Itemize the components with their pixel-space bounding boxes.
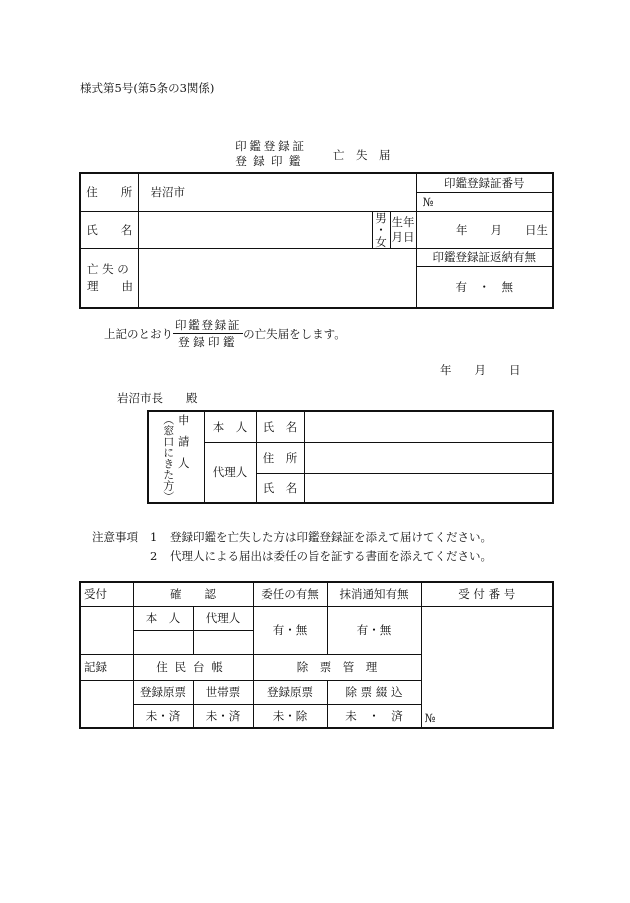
sex-male: 男 (375, 210, 387, 225)
self-name-field[interactable] (304, 411, 553, 442)
status-reg-original-2[interactable]: 未・除 (253, 704, 327, 728)
status-reg-original[interactable]: 未・済 (133, 704, 193, 728)
addressee: 岩沼市長 殿 (117, 391, 198, 405)
no-label: № (422, 194, 434, 209)
name-field[interactable] (138, 211, 372, 248)
sex-separator: ・ (375, 222, 387, 237)
status-removal-binding[interactable]: 未 ・ 済 (327, 704, 421, 728)
title-line-2: 登録印鑑 (235, 154, 307, 168)
birth-label (390, 211, 416, 248)
card-number-label: 印鑑登録証番号 (416, 173, 553, 192)
reg-original-label: 登録原票 (133, 680, 193, 704)
date-line[interactable]: 年 月 日 (440, 363, 521, 377)
agent-address-label: 住 所 (256, 442, 304, 473)
reason-label-top: 亡 失 の (87, 261, 129, 276)
receipt-no-label: № (424, 711, 436, 725)
self-name-label: 氏 名 (256, 411, 304, 442)
notes-heading: 注意事項 (92, 530, 138, 544)
resident-ledger-label: 住民台帳 (133, 654, 253, 680)
confirm-agent-label: 代理人 (193, 606, 253, 630)
reg-original-2-label: 登録原票 (253, 680, 327, 704)
statement-suffix: の亡失届をします。 (243, 326, 346, 341)
name-label: 氏 名 (80, 211, 138, 248)
sex-field[interactable] (372, 211, 390, 248)
confirm-agent-cell[interactable] (193, 630, 253, 654)
form-number: 様式第5号(第5条の3関係) (80, 81, 215, 95)
address-field[interactable]: 岩沼市 (138, 173, 416, 211)
receipt-number-label: 受 付 番 号 (421, 582, 553, 606)
agent-name-label: 氏 名 (256, 473, 304, 503)
sex-female: 女 (375, 234, 387, 249)
agent-label: 代理人 (204, 442, 256, 503)
birth-label-bottom: 月日 (391, 229, 415, 244)
record-label: 記録 (80, 654, 133, 680)
title-line-1: 印鑑登録証 (235, 139, 307, 153)
agent-address-field[interactable] (304, 442, 553, 473)
applicant-box (147, 410, 554, 504)
self-label: 本 人 (204, 411, 256, 442)
title-suffix: 亡 失 届 (333, 148, 391, 162)
birth-label-top: 生年 (391, 214, 415, 229)
receipt-label: 受付 (80, 582, 133, 606)
delegation-label: 委任の有無 (253, 582, 327, 606)
card-number-field[interactable] (416, 192, 553, 211)
household-label: 世帯票 (193, 680, 253, 704)
record-cell[interactable] (80, 680, 133, 728)
note-2-text: 代理人による届出は委任の旨を証する書面を添えてください。 (170, 549, 492, 563)
statement-top: 印鑑登録証 (175, 318, 242, 332)
statement-bottom: 登録印鑑 (178, 335, 238, 349)
reason-field[interactable] (138, 248, 416, 308)
delegation-choice[interactable]: 有・無 (253, 606, 327, 654)
status-household[interactable]: 未・済 (193, 704, 253, 728)
agent-name-field[interactable] (304, 473, 553, 503)
removal-mgmt-label: 除 票 管 理 (253, 654, 421, 680)
return-choice[interactable]: 有 ・ 無 (416, 266, 553, 308)
note-1-number: 1 (150, 530, 158, 544)
applicant-vertical-label (148, 411, 204, 503)
statement-fraction (173, 318, 243, 349)
applicant-label-note: （窓口にきた方） (161, 414, 175, 502)
confirm-self-cell[interactable] (133, 630, 193, 654)
note-2-number: 2 (150, 549, 158, 563)
statement-prefix: 上記のとおり (104, 326, 173, 341)
reason-label-bottom: 理 由 (87, 278, 133, 293)
confirm-label: 確 認 (133, 582, 253, 606)
erasure-notice-choice[interactable]: 有・無 (327, 606, 421, 654)
removal-binding-label: 除 票 綴 込 (327, 680, 421, 704)
applicant-table (79, 172, 554, 309)
reason-label (80, 248, 138, 308)
applicant-label-main: 申請人 (176, 414, 191, 479)
receipt-cell[interactable] (80, 606, 133, 654)
note-1-text: 登録印鑑を亡失した方は印鑑登録証を添えて届けてください。 (170, 530, 492, 544)
erasure-notice-label: 抹消通知有無 (327, 582, 421, 606)
birth-date-field[interactable]: 年 月 日生 (416, 211, 553, 248)
receipt-number-field[interactable] (421, 606, 553, 728)
office-table (79, 581, 554, 729)
notes (92, 528, 492, 566)
document-title-stack (226, 139, 316, 169)
confirm-self-label: 本 人 (133, 606, 193, 630)
address-label: 住 所 (80, 173, 138, 211)
return-label: 印鑑登録証返納有無 (416, 248, 553, 266)
statement (104, 318, 346, 349)
